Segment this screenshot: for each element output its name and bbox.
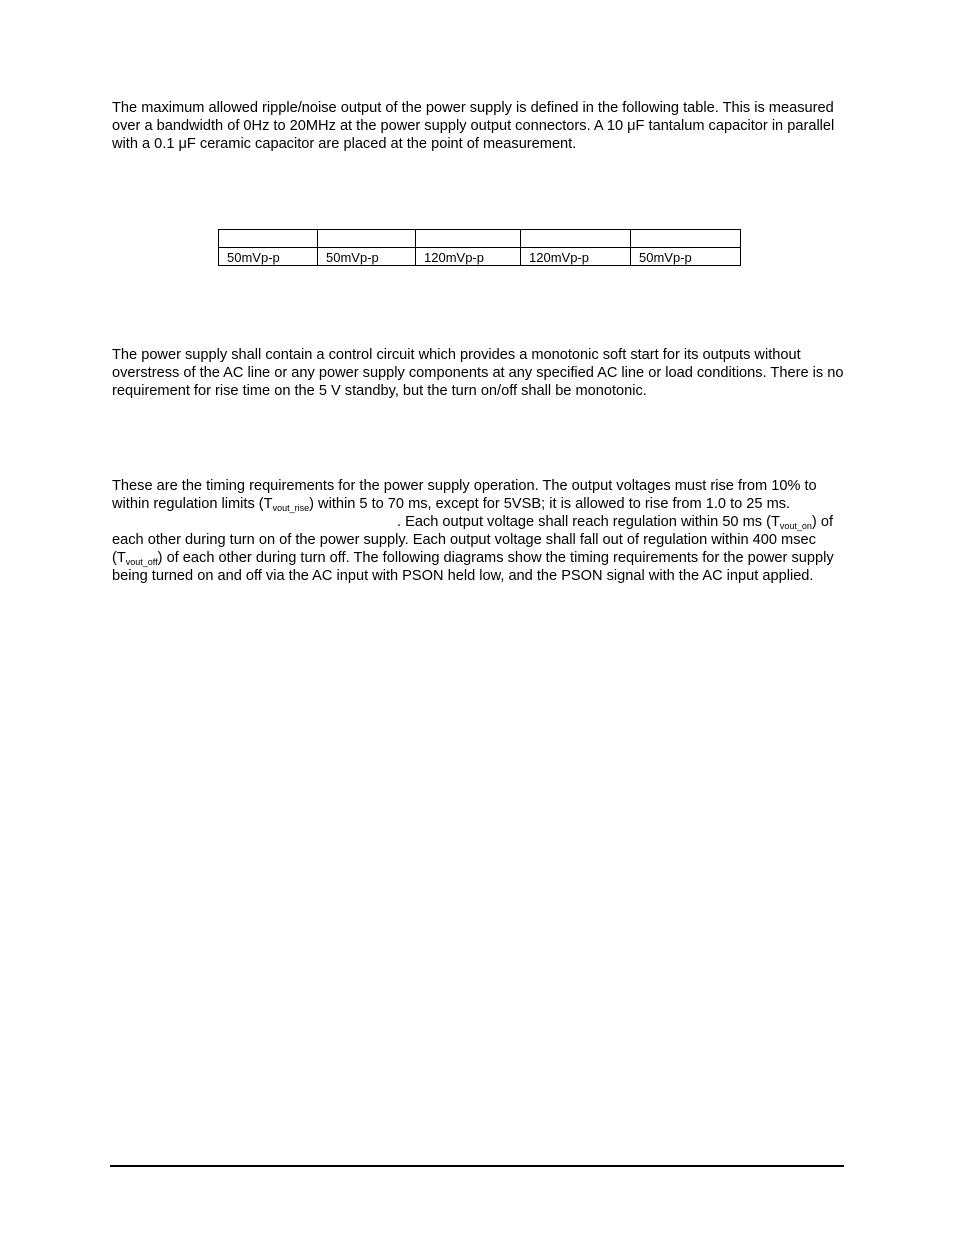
table-header-cell bbox=[521, 230, 631, 248]
timing-paragraph bbox=[112, 477, 847, 585]
table-header-row bbox=[219, 230, 741, 248]
table-cell: 50mVp-p bbox=[318, 248, 416, 266]
table-cell: 50mVp-p bbox=[631, 248, 741, 266]
table-header-cell bbox=[219, 230, 318, 248]
table-header-cell bbox=[416, 230, 521, 248]
timing-subscript: vout_off bbox=[125, 557, 158, 567]
footer-divider bbox=[110, 1165, 844, 1167]
table-header-cell bbox=[318, 230, 416, 248]
timing-text: ) of each other during turn off. The following diagrams show the timing requirements for the power supply being turned on and off via the AC input with PSON held low, and the PSON signal with the AC input applied. bbox=[112, 550, 834, 584]
soft-start-paragraph: The power supply shall contain a control circuit which provides a monotonic soft start for its outputs without overstress of the AC line or any power supply components at any specified AC line or load conditions. There is no requirement for rise time on the 5 V standby, but the turn on/off shall be monotonic. bbox=[112, 347, 844, 399]
timing-subscript: vout_on bbox=[779, 521, 812, 531]
timing-text: ) of each other during turn on of the power supply. Each output voltage shall fall out of regulation within 400 msec (T bbox=[112, 514, 834, 566]
timing-text: These are the timing requirements for the power supply operation. The output voltages must rise from 10% to within regulation limits (T bbox=[112, 478, 817, 512]
table-cell: 120mVp-p bbox=[521, 248, 631, 266]
ripple-paragraph: The maximum allowed ripple/noise output of the power supply is defined in the following table. This is measured over a bandwidth of 0Hz to 20MHz at the power supply output connectors. A 10 μF tantalum capacitor in parallel with a 0.1 μF ceramic capacitor are placed at the point of measurement. bbox=[112, 100, 835, 152]
table-header-cell bbox=[631, 230, 741, 248]
table-cell: 120mVp-p bbox=[416, 248, 521, 266]
timing-subscript: vout_rise bbox=[272, 503, 310, 513]
timing-text: . Each output voltage shall reach regulation within 50 ms (T bbox=[397, 514, 780, 530]
table-cell: 50mVp-p bbox=[219, 248, 318, 266]
ripple-table bbox=[218, 229, 741, 266]
timing-text: ) within 5 to 70 ms, except for 5VSB; it is allowed to rise from 1.0 to 25 ms. bbox=[309, 496, 791, 512]
table-row bbox=[219, 248, 741, 266]
